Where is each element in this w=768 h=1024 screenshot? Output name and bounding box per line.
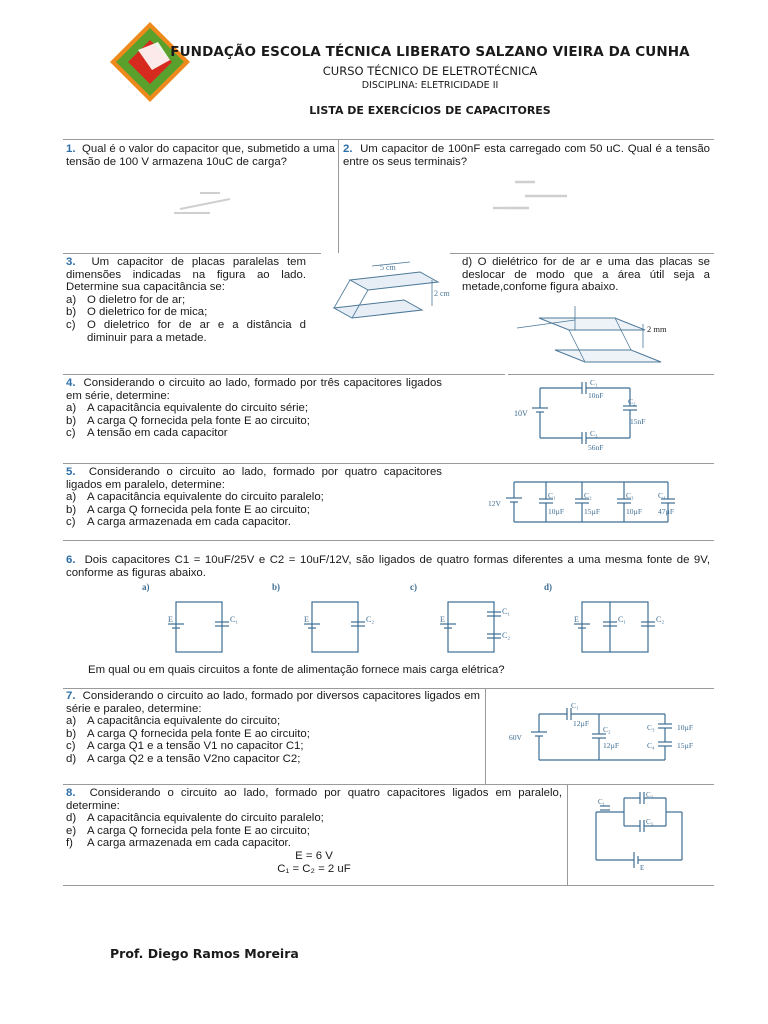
institution-name: FUNDAÇÃO ESCOLA TÉCNICA LIBERATO SALZANO VIEIRA DA CUNHA [170, 44, 690, 60]
discipline-name: DISCIPLINA: ELETRICIDADE II [361, 80, 499, 91]
list-item: a) A capacitância equivalente do circuito; [66, 715, 281, 728]
list-item: c) A carga Q1 e a tensão V1 no capacitor C1; [66, 740, 304, 753]
list-item: d) A carga Q2 e a tensão V2no capacitor C2; [66, 752, 301, 765]
question-6-prompt: Em qual ou em quais circuitos a fonte de alimentação fornece mais carga elétrica? [88, 664, 505, 676]
svg-text:C₂: C₂ [584, 491, 592, 500]
svg-text:60V: 60V [509, 733, 522, 742]
shifted-plates-figure [515, 300, 685, 370]
svg-text:C₂: C₂ [656, 615, 665, 624]
question-text: Considerando o circuito ao lado, formado por quatro capacitores ligados em paralelo, determine: [66, 466, 442, 491]
list-item: b) A carga Q fornecida pela fonte E ao circuito; [66, 503, 310, 516]
svg-text:C₄: C₄ [658, 491, 666, 500]
svg-text:d): d) [544, 582, 553, 592]
course-name: CURSO TÉCNICO DE ELETROTÉCNICA [322, 64, 538, 78]
parallel-circuit-figure [486, 476, 686, 532]
svg-text:E: E [640, 864, 645, 872]
parallel-plates-figure [322, 260, 452, 326]
svg-text:10V: 10V [514, 409, 528, 418]
list-item: c) A tensão em cada capacitor [66, 427, 228, 440]
series-circuit-figure [510, 376, 670, 454]
q8-circuit-figure [586, 788, 696, 876]
svg-text:10nF: 10nF [588, 391, 604, 400]
svg-text:12µF: 12µF [603, 741, 619, 750]
list-item: c) O dieletrico for de ar e a distância d diminuir para a metade. [66, 318, 306, 344]
question-7 [66, 690, 480, 766]
svg-text:15µF: 15µF [677, 741, 693, 750]
svg-text:E: E [304, 615, 309, 624]
svg-text:2 mm: 2 mm [647, 324, 667, 334]
divider [63, 253, 321, 254]
question-1 [66, 143, 335, 168]
svg-text:C₂: C₂ [603, 725, 611, 734]
question-number: 4. [66, 377, 76, 389]
list-item: b) A carga Q fornecida pela fonte E ao circuito; [66, 727, 310, 740]
svg-text:C₃: C₃ [647, 723, 655, 732]
svg-text:C₁: C₁ [618, 615, 627, 624]
q2-blurred-figure [485, 174, 575, 216]
question-text: Considerando o circuito ao lado, formado por três capacitores ligados em série, determine: [66, 377, 442, 402]
svg-text:C₃: C₃ [590, 429, 598, 438]
svg-text:C₃: C₃ [626, 491, 634, 500]
question-number: 1. [66, 143, 76, 155]
question-text: Considerando o circuito ao lado, formado por diversos capacitores ligados em série e paraleo, determine: [66, 690, 480, 715]
svg-text:C₁: C₁ [230, 615, 239, 624]
svg-text:E: E [168, 615, 173, 624]
list-item: d) A capacitância equivalente do circuito paralelo; [66, 812, 324, 825]
list-item: e) A carga Q fornecida pela fonte E ao circuito; [66, 824, 310, 837]
divider [63, 139, 714, 140]
svg-text:12V: 12V [488, 499, 501, 508]
list-item: c) A carga armazenada em cada capacitor. [66, 516, 291, 529]
svg-text:C₁: C₁ [590, 378, 598, 387]
svg-text:E: E [574, 615, 579, 624]
svg-text:C₁: C₁ [571, 701, 579, 710]
divider [338, 139, 339, 253]
svg-text:56nF: 56nF [588, 443, 604, 452]
svg-text:C₁: C₁ [548, 491, 556, 500]
list-item: b) O dieletrico for de mica; [66, 306, 208, 319]
given-voltage: E = 6 V [295, 849, 333, 862]
svg-text:C₂: C₂ [646, 791, 654, 799]
svg-text:C₂: C₂ [628, 397, 636, 406]
author-name: Prof. Diego Ramos Moreira [110, 946, 299, 961]
svg-text:C₃: C₃ [646, 818, 654, 826]
question-number: 5. [66, 466, 76, 478]
svg-text:10µF: 10µF [548, 507, 564, 516]
page-title: LISTA DE EXERCÍCIOS DE CAPACITORES [309, 104, 551, 117]
svg-text:E: E [440, 615, 445, 624]
question-number: 8. [66, 787, 76, 799]
divider [508, 374, 714, 375]
question-3 [66, 256, 306, 344]
mixed-circuit-figure [505, 700, 705, 770]
question-text: Um capacitor de placas paralelas tem dimensões indicadas na figura ao lado. Determine sua capacitância se: [66, 256, 306, 294]
question-text: Dois capacitores C1 = 10uF/25V e C2 = 10uF/12V, são ligados de quatro formas diferentes a uma mesma fonte de 9V, conforme as figuras abaixo. [66, 554, 710, 579]
svg-text:c): c) [410, 582, 417, 592]
list-item: b) A carga Q fornecida pela fonte E ao circuito; [66, 414, 310, 427]
svg-text:47µF: 47µF [658, 507, 674, 516]
four-circuits-figure [140, 578, 700, 660]
divider [63, 540, 714, 541]
question-number: 3. [66, 256, 76, 268]
svg-text:2 cm: 2 cm [434, 289, 450, 298]
divider [63, 374, 505, 375]
svg-text:12µF: 12µF [573, 719, 589, 728]
list-item: a) A capacitância equivalente do circuito série; [66, 402, 308, 415]
given-capacitance: C₁ = C₂ = 2 uF [277, 862, 351, 875]
divider [63, 463, 714, 464]
question-2 [343, 143, 710, 168]
question-8 [66, 787, 562, 875]
divider [485, 688, 486, 784]
svg-text:C₁: C₁ [502, 607, 511, 616]
svg-text:15nF: 15nF [630, 417, 646, 426]
question-5 [66, 466, 442, 529]
divider [63, 784, 714, 785]
svg-text:C₂: C₂ [502, 631, 511, 640]
question-6 [66, 554, 710, 579]
list-item: f) A carga armazenada em cada capacitor. [66, 837, 291, 850]
question-number: 7. [66, 690, 76, 702]
divider [63, 885, 714, 886]
question-number: 6. [66, 554, 76, 566]
divider [63, 688, 714, 689]
divider [567, 784, 568, 885]
question-number: 2. [343, 143, 353, 155]
svg-text:C₁: C₁ [598, 798, 606, 806]
svg-text:C₂: C₂ [366, 615, 375, 624]
svg-text:10µF: 10µF [626, 507, 642, 516]
question-text: Um capacitor de 100nF esta carregado com 50 uC. Qual é a tensão entre os seus terminais? [343, 143, 710, 168]
question-4 [66, 377, 442, 440]
svg-text:b): b) [272, 582, 281, 592]
svg-text:10µF: 10µF [677, 723, 693, 732]
question-3-part-d: d) O dielétrico for de ar e uma das placas se deslocar de modo que a área útil seja a metade,confome figura abaixo. [462, 256, 710, 294]
svg-text:5 cm: 5 cm [380, 263, 396, 272]
q1-blurred-figure [170, 185, 250, 221]
question-text: Qual é o valor do capacitor que, submetido a uma tensão de 100 V armazena 10uC de carga? [66, 143, 335, 168]
divider [450, 253, 714, 254]
list-item: a) O dieletro for de ar; [66, 293, 186, 306]
list-item: a) A capacitância equivalente do circuito paralelo; [66, 491, 324, 504]
school-logo [108, 20, 192, 104]
svg-text:15µF: 15µF [584, 507, 600, 516]
question-text: Considerando o circuito ao lado, formado por quatro capacitores ligados em paralelo, determine: [66, 787, 562, 812]
svg-text:a): a) [142, 582, 150, 592]
svg-text:C₄: C₄ [647, 741, 655, 750]
